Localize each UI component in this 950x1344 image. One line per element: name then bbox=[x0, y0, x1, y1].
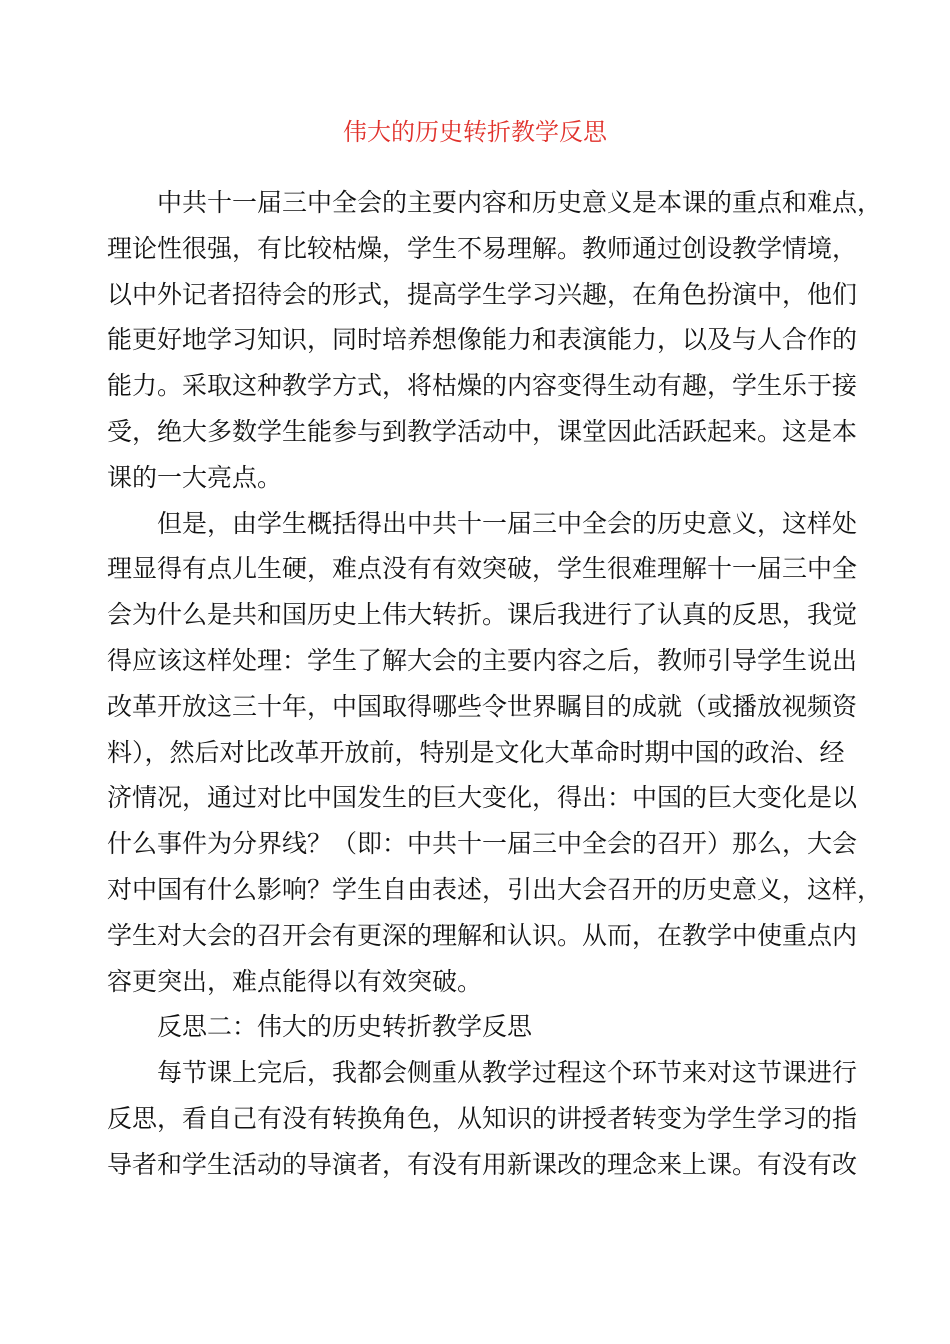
paragraph-line: 会为什么是共和国历史上伟大转折。课后我进行了认真的反思，我觉 bbox=[107, 600, 858, 630]
paragraph-line: 对中国有什么影响？学生自由表述，引出大会召开的历史意义，这样， bbox=[107, 874, 883, 904]
paragraph-line: 理论性很强，有比较枯燥，学生不易理解。教师通过创设教学情境， bbox=[107, 233, 858, 263]
paragraph-line: 改革开放这三十年，中国取得哪些令世界瞩目的成就（或播放视频资 bbox=[107, 691, 858, 721]
paragraph-line: 中共十一届三中全会的主要内容和历史意义是本课的重点和难点， bbox=[157, 188, 883, 217]
paragraph-line: 学生对大会的召开会有更深的理解和认识。从而，在教学中使重点内 bbox=[107, 920, 858, 950]
paragraph-line: 济情况，通过对比中国发生的巨大变化，得出：中国的巨大变化是以 bbox=[107, 783, 858, 813]
paragraph-line: 导者和学生活动的导演者，有没有用新课改的理念来上课。有没有改 bbox=[107, 1149, 858, 1179]
paragraph-line: 课的一大亮点。 bbox=[107, 462, 283, 492]
paragraph-line: 但是，由学生概括得出中共十一届三中全会的历史意义，这样处 bbox=[157, 508, 858, 538]
paragraph-line: 以中外记者招待会的形式，提高学生学习兴趣，在角色扮演中，他们 bbox=[107, 279, 858, 309]
paragraph-line: 反思，看自己有没有转换角色，从知识的讲授者转变为学生学习的指 bbox=[107, 1103, 858, 1133]
paragraph-line: 得应该这样处理：学生了解大会的主要内容之后，教师引导学生说出 bbox=[107, 645, 858, 675]
document-body bbox=[107, 180, 883, 1188]
document-title: 伟大的历史转折教学反思 bbox=[343, 118, 607, 146]
paragraph-line: 料），然后对比改革开放前，特别是文化大革命时期中国的政治、经 bbox=[107, 737, 845, 767]
paragraph-2 bbox=[107, 501, 883, 1005]
paragraph-line: 理显得有点儿生硬，难点没有有效突破，学生很难理解十一届三中全 bbox=[107, 554, 858, 584]
paragraph-line: 受，绝大多数学生能参与到教学活动中，课堂因此活跃起来。这是本 bbox=[107, 416, 858, 446]
subheading-line: 反思二：伟大的历史转折教学反思 bbox=[157, 1012, 533, 1042]
paragraph-line: 容更突出，难点能得以有效突破。 bbox=[107, 966, 483, 996]
paragraph-1 bbox=[107, 180, 883, 501]
paragraph-line: 能更好地学习知识，同时培养想像能力和表演能力，以及与人合作的 bbox=[107, 325, 858, 355]
paragraph-4 bbox=[107, 1050, 858, 1187]
paragraph-line: 什么事件为分界线？（即：中共十一届三中全会的召开）那么，大会 bbox=[107, 829, 858, 859]
paragraph-line: 能力。采取这种教学方式，将枯燥的内容变得生动有趣，学生乐于接 bbox=[107, 371, 858, 401]
paragraph-3-subheading bbox=[107, 1004, 852, 1050]
paragraph-line: 每节课上完后，我都会侧重从教学过程这个环节来对这节课进行 bbox=[157, 1058, 858, 1088]
